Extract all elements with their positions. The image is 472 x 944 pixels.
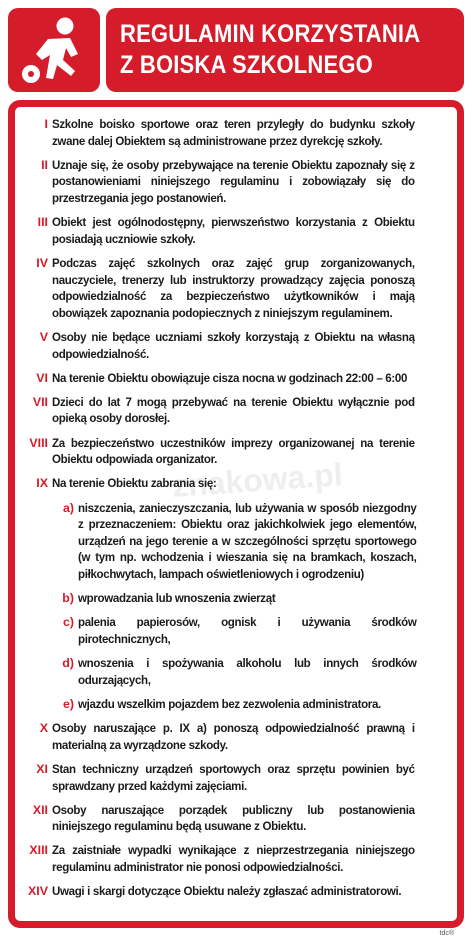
subrule-item — [26, 655, 442, 688]
subrule-text: wjazdu wszelkim pojazdem bez zezwolenia administratora. — [78, 696, 381, 711]
subrule-item — [26, 590, 442, 607]
rule-item — [26, 116, 442, 149]
rule-number: XII — [32, 802, 48, 817]
football-player-icon — [8, 8, 100, 92]
rule-text: Na terenie Obiektu zabrania się: — [52, 476, 217, 491]
rule-text: Uznaje się, że osoby przebywające na terenie Obiektu zapoznały się z postanowieniami niniejszego regulaminu i zobowiązały się do przestrzegania jego postanowień. — [52, 157, 415, 205]
rule-number: IV — [36, 255, 48, 270]
subrule-text: palenia papierosów, ognisk i używania środków pirotechnicznych, — [78, 615, 417, 646]
rule-text: Osoby nie będące uczniami szkoły korzystają z Obiektu na własną odpowiedzialność. — [52, 329, 415, 361]
header — [8, 8, 464, 92]
rule-text: Za bezpieczeństwo uczestników imprezy organizowanej na terenie Obiektu odpowiada organizator. — [52, 435, 415, 467]
rule-number: V — [39, 329, 48, 344]
subrule-letter: e) — [62, 696, 74, 711]
rule-text: Obiekt jest ogólnodostępny, pierwszeństwo korzystania z Obiektu posiadają uczniowie szkoły. — [52, 215, 415, 246]
rule-item — [26, 435, 442, 468]
rule-text: Szkolne boisko sportowe oraz teren przyległy do budynku szkoły zwane dalej Obiektem są administrowane przez dyrekcję szkoły. — [52, 117, 415, 148]
rule-item — [26, 802, 442, 835]
subrule-letter: b) — [62, 591, 74, 606]
rule-number: XIV — [28, 884, 48, 899]
watermark: znakowa.pl — [170, 456, 344, 504]
subrule-text: niszczenia, zanieczyszczania, lub używania w sposób niezgodny z przeznaczeniem: Obiektu oraz jakichkolwiek jego elementów, urządzeń na jego terenie a w szczególności sprzętu sportowego (w tym np. wchodzenia i wieszania się na bramkach, koszach, piłkochwytach, lampach oświetleniowych i ogrodzeniu) — [78, 500, 417, 581]
rule-text: Dzieci do lat 7 mogą przebywać na terenie Obiektu wyłącznie pod opieką osoby dorosłej. — [52, 394, 415, 426]
rule-item — [26, 842, 442, 875]
rule-number: II — [41, 157, 48, 172]
subrule-text: wprowadzania lub wnoszenia zwierząt — [78, 591, 276, 606]
rule-number: IX — [36, 476, 48, 491]
rule-item — [26, 883, 442, 900]
rule-item — [26, 329, 442, 362]
rule-number: VII — [32, 394, 48, 409]
subrule-text: wnoszenia i spożywania alkoholu lub innych środków odurzających, — [78, 656, 417, 687]
publisher-mark: tdc® — [439, 930, 454, 937]
rule-item — [26, 761, 442, 794]
rule-number: III — [37, 215, 48, 230]
rule-text: Podczas zajęć szkolnych oraz zajęć grup zorganizowanych, nauczyciele, trenerzy lub instruktorzy prowadzący zajęcia ponoszą odpowiedzialność za bezpieczeństwo użytkowników i mają obowiązek zapoznania podopiecznych z niniejszym regulaminem. — [52, 255, 415, 320]
rule-number: VI — [36, 370, 48, 385]
rule-item — [26, 370, 442, 387]
title-line-1: REGULAMIN KORZYSTANIA — [120, 20, 421, 48]
rule-number: VIII — [29, 435, 48, 450]
rule-text: Osoby naruszające porządek publiczny lub postanowienia niniejszego regulaminu będą usuwane z Obiektu. — [52, 802, 415, 834]
rule-number: XIII — [29, 843, 48, 858]
rule-text: Uwagi i skargi dotyczące Obiektu należy zgłaszać administratorowi. — [52, 884, 402, 899]
rule-number: XI — [36, 761, 48, 776]
rule-text: Za zaistniałe wypadki wynikające z nieprzestrzegania niniejszego regulaminu administrator nie ponosi odpowiedzialności. — [52, 843, 415, 875]
rule-text: Osoby naruszające p. IX a) ponoszą odpowiedzialność prawną i materialną za wyrządzone szkody. — [52, 721, 415, 752]
rule-number: I — [44, 117, 48, 131]
rule-item — [26, 157, 442, 207]
rule-item — [26, 255, 442, 321]
subrule-item — [26, 614, 442, 647]
rule-item — [26, 394, 442, 427]
rule-item — [26, 720, 442, 753]
rule-text: Stan techniczny urządzeń sportowych oraz sprzętu powinien być sprawdzany przed każdymi zajęciami. — [52, 761, 415, 793]
subrule-letter: c) — [62, 615, 74, 630]
title-box — [106, 8, 464, 92]
subrule-letter: d) — [62, 656, 74, 671]
rule-number: X — [39, 721, 48, 736]
rules-list — [26, 116, 442, 907]
subrule-item — [26, 696, 442, 713]
title-line-2: Z BOISKA SZKOLNEGO — [120, 51, 373, 79]
rule-item — [26, 214, 442, 247]
rule-item — [26, 475, 442, 492]
subrule-letter: a) — [62, 500, 74, 515]
subrule-item — [26, 500, 442, 583]
rule-text: Na terenie Obiektu obowiązuje cisza nocna w godzinach 22:00 – 6:00 — [52, 370, 408, 385]
